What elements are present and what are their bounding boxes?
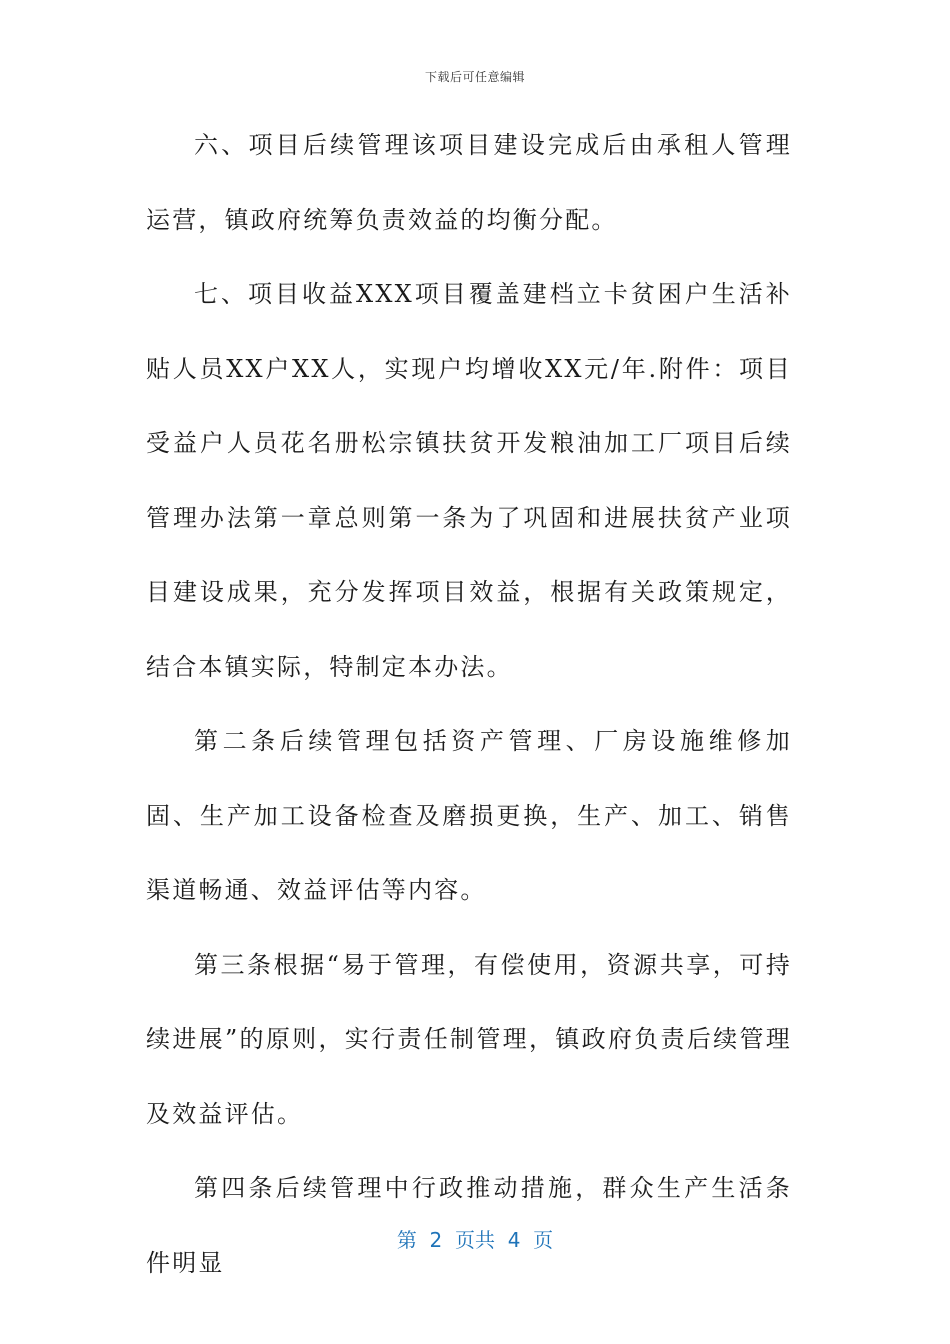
paragraph-article-4: 第四条后续管理中行政推动措施，群众生产生活条件明显 xyxy=(146,1174,792,1277)
paragraph-section-6: 六、项目后续管理该项目建设完成后由承租人管理运营，镇政府统筹负责效益的均衡分配。 xyxy=(146,131,792,234)
document-body xyxy=(146,108,792,1300)
paragraph-section-7: 七、项目收益XXX项目覆盖建档立卡贫困户生活补贴人员XX户XX人，实现户均增收XX元/年.附件：项目受益户人员花名册松宗镇扶贫开发粮油加工厂项目后续管理办法第一章总则第一条为了巩固和进展扶贫产业项目建设成果，充分发挥项目效益，根据有关政策规定，结合本镇实际，特制定本办法。 xyxy=(146,280,792,681)
page-number-footer: 第 2 页共 4 页 xyxy=(396,1228,554,1252)
paragraph-article-3: 第三条根据“易于管理，有偿使用，资源共享，可持续进展”的原则，实行责任制管理，镇政府负责后续管理及效益评估。 xyxy=(146,950,792,1128)
paragraph-article-2: 第二条后续管理包括资产管理、厂房设施维修加固、生产加工设备检查及磨损更换，生产、加工、销售渠道畅通、效益评估等内容。 xyxy=(146,727,792,904)
header-note: 下载后可任意编辑 xyxy=(424,70,525,84)
